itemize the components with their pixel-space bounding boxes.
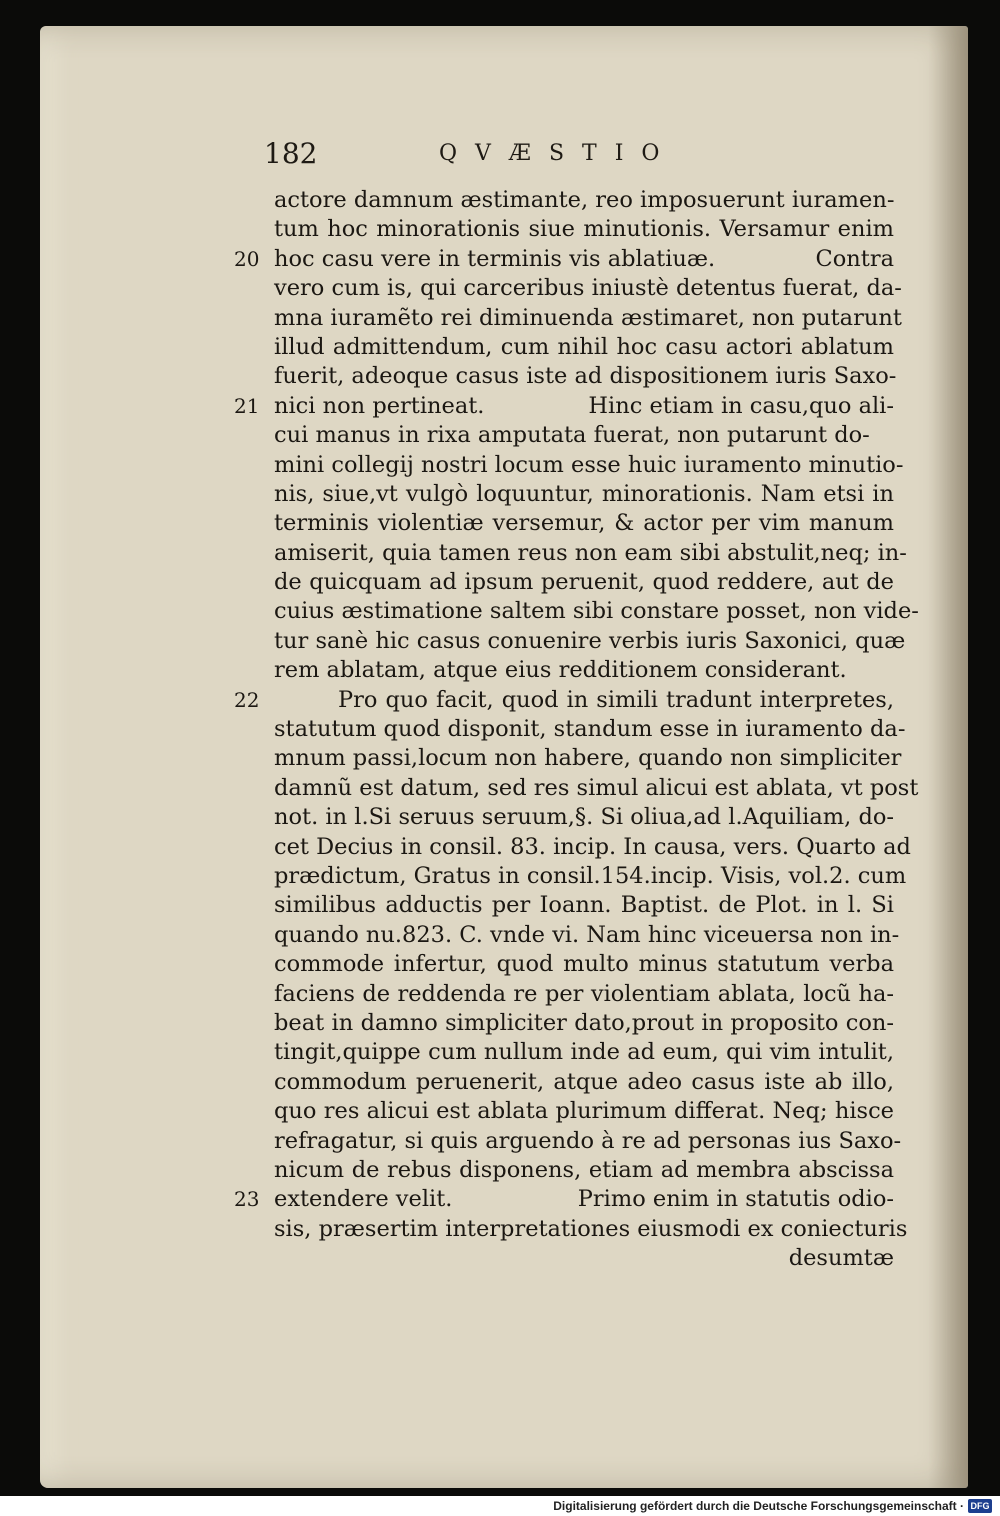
line-text: mnum passi,locum non habere, quando non simpliciter (274, 745, 902, 772)
line-text: beat in damno simpliciter dato,prout in proposito con- (274, 1009, 894, 1036)
line-text: fuerit, adeoque casus iste ad dispositionem iuris Saxo- (274, 363, 897, 390)
line-text-continuation: Contra (815, 245, 894, 272)
line-text: statutum quod disponit, standum esse in iuramento da- (274, 716, 906, 743)
text-line (274, 421, 894, 450)
line-text: not. in l.Si seruus seruum,§. Si oliua,ad l.Aquiliam, do- (274, 804, 894, 831)
text-line (274, 1244, 894, 1273)
text-line (274, 451, 904, 480)
text-line (274, 862, 907, 891)
text-line (274, 744, 902, 773)
text-line (274, 980, 894, 1009)
text-line (274, 891, 894, 920)
line-text-continuation: Hinc etiam in casu,quo ali- (588, 392, 894, 419)
line-text: commodum peruenerit, atque adeo casus iste ab illo, (274, 1068, 894, 1095)
line-text: extendere velit. (274, 1186, 453, 1213)
text-line (274, 215, 894, 244)
marginal-number: 20 (234, 246, 260, 271)
line-text: refragatur, si quis arguendo à re ad personas ius Saxo- (274, 1127, 902, 1154)
text-line (274, 803, 894, 832)
text-line (274, 362, 897, 391)
line-text: cet Decius in consil. 83. incip. In causa, vers. Quarto ad (274, 833, 911, 860)
line-text: sis, præsertim interpretationes eiusmodi ex coniecturis (274, 1215, 908, 1242)
line-text: vero cum is, qui carceribus iniustè detentus fuerat, da- (274, 275, 902, 302)
text-line (274, 1127, 902, 1156)
line-text: prædictum, Gratus in consil.154.incip. Visis, vol.2. cum (274, 862, 907, 889)
line-text: quo res alicui est ablata plurimum differat. Neq; hisce (274, 1098, 894, 1125)
text-line (274, 480, 894, 509)
text-line (274, 539, 907, 568)
text-line (274, 333, 894, 362)
footer-bar (0, 1496, 1000, 1516)
line-text: nis, siue,vt vulgò loquuntur, minorationis. Nam etsi in (274, 480, 894, 507)
text-line (274, 950, 894, 979)
line-text: hoc casu vere in terminis vis ablatiuæ. (274, 245, 716, 272)
marginal-number: 23 (234, 1187, 260, 1212)
text-line (274, 627, 906, 656)
page-header (264, 137, 744, 177)
line-text: tingit,quippe cum nullum inde ad eum, qui vim intulit, (274, 1039, 894, 1066)
line-text: illud admittendum, cum nihil hoc casu actori ablatum (274, 333, 894, 360)
line-text: Pro quo facit, quod in simili tradunt interpretes, (338, 686, 894, 713)
page-gutter-shadow (928, 26, 968, 1488)
running-head: QVÆSTIO (439, 141, 678, 166)
text-line (234, 245, 894, 274)
line-text: nici non pertineat. (274, 392, 485, 419)
text-line (234, 1185, 894, 1214)
marginal-number: 22 (234, 687, 260, 712)
text-line (274, 656, 894, 685)
text-line (274, 1038, 894, 1067)
text-line (274, 774, 919, 803)
line-text: desumtæ (788, 1245, 894, 1272)
line-text: damnũ est datum, sed res simul alicui est ablata, vt post (274, 774, 919, 801)
marginal-number: 21 (234, 393, 260, 418)
line-text: quando nu.823. C. vnde vi. Nam hinc viceuersa non in- (274, 921, 900, 948)
text-line (274, 1068, 894, 1097)
text-line (274, 274, 902, 303)
line-text: commode infertur, quod multo minus statutum verba (274, 951, 894, 978)
line-text-continuation: Primo enim in statutis odio- (577, 1186, 894, 1213)
text-line (274, 1097, 894, 1126)
line-text: tum hoc minorationis siue minutionis. Versamur enim (274, 216, 894, 243)
text-line (234, 392, 894, 421)
line-text: mna iuramẽto rei diminuenda æstimaret, non putarunt (274, 304, 902, 331)
line-text: mini collegij nostri locum esse huic iuramento minutio- (274, 451, 904, 478)
text-line (274, 833, 911, 862)
text-line (234, 686, 894, 715)
funding-credit: Digitalisierung gefördert durch die Deutsche Forschungsgemeinschaft · (553, 1499, 964, 1513)
line-text: cuius æstimatione saltem sibi constare posset, non vide- (274, 598, 919, 625)
body-text (234, 186, 919, 1273)
dfg-logo: DFG (968, 1499, 992, 1513)
line-text: terminis violentiæ versemur, & actor per vim manum (274, 510, 894, 537)
line-text: faciens de reddenda re per violentiam ablata, locũ ha- (274, 980, 894, 1007)
line-text: tur sanè hic casus conuenire verbis iuris Saxonici, quæ (274, 627, 906, 654)
line-text: rem ablatam, atque eius redditionem considerant. (274, 657, 847, 684)
text-line (274, 715, 906, 744)
text-line (274, 304, 902, 333)
text-line (274, 1009, 894, 1038)
page-number: 182 (264, 137, 318, 170)
text-line (274, 568, 894, 597)
line-text: actore damnum æstimante, reo imposuerunt iuramen- (274, 187, 895, 213)
text-line (274, 186, 894, 215)
line-text: cui manus in rixa amputata fuerat, non putarunt do- (274, 422, 870, 449)
text-line (274, 597, 919, 626)
line-text: nicum de rebus disponens, etiam ad membra abscissa (274, 1156, 894, 1183)
text-line (274, 509, 894, 538)
line-text: amiserit, quia tamen reus non eam sibi abstulit,neq; in- (274, 539, 907, 566)
line-text: similibus adductis per Ioann. Baptist. de Plot. in l. Si (274, 892, 894, 919)
text-line (274, 1156, 894, 1185)
line-text: de quicquam ad ipsum peruenit, quod reddere, aut de (274, 569, 894, 596)
text-line (274, 921, 900, 950)
text-line (274, 1215, 908, 1244)
